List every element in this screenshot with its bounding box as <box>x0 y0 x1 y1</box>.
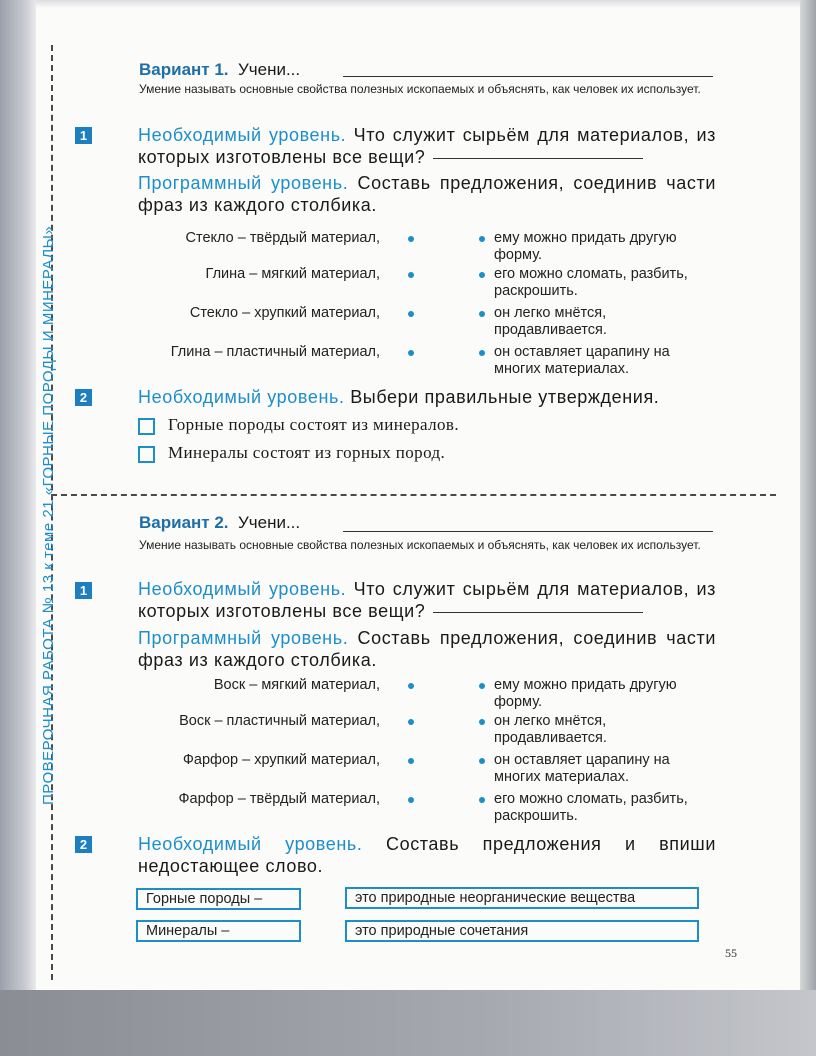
right-dot[interactable] <box>479 350 485 356</box>
right-dot[interactable] <box>479 683 485 689</box>
task-number-badge: 1 <box>75 582 92 599</box>
left-phrase: Стекло – твёрдый материал, <box>185 230 380 246</box>
left-dot[interactable] <box>408 236 414 242</box>
answer-checkbox[interactable] <box>138 418 155 435</box>
task-1-question <box>138 578 716 622</box>
left-dot[interactable] <box>408 272 414 278</box>
page-right-shadow <box>800 0 816 990</box>
statement-text: Минералы состоят из горных пород. <box>168 443 446 462</box>
left-box: Горные породы – <box>136 888 301 910</box>
right-dot[interactable] <box>479 797 485 803</box>
task-2-text: Составь предложения и впиши недостающее слово. <box>138 834 716 876</box>
right-phrase: его можно сломать, разбить, раскрошить. <box>494 791 688 824</box>
page-number: 55 <box>725 946 737 960</box>
answer-line[interactable] <box>433 157 643 159</box>
student-name-line[interactable] <box>343 76 713 77</box>
task-2-question <box>138 386 716 408</box>
right-phrase: ему можно придать другую форму. <box>494 677 677 710</box>
right-phrase: он легко мнётся, продавливается. <box>494 305 607 338</box>
student-name-line[interactable] <box>343 531 713 532</box>
student-label: Учени... <box>237 513 301 532</box>
left-dot[interactable] <box>408 683 414 689</box>
page-top-edge <box>36 0 800 8</box>
left-phrase: Воск – пластичный материал, <box>179 713 380 729</box>
level-label: Необходимый уровень. <box>138 387 345 407</box>
left-dot[interactable] <box>408 350 414 356</box>
answer-line[interactable] <box>433 611 643 613</box>
side-title: ПРОВЕРОЧНАЯ РАБОТА № 13 к теме 21 «ГОРНЫЕ ПОРОДЫ И МИНЕРАЛЫ» <box>40 225 57 805</box>
level-label: Необходимый уровень. <box>138 579 347 599</box>
task-1-program <box>138 172 716 216</box>
left-phrase: Стекло – хрупкий материал, <box>189 305 380 321</box>
left-phrase: Воск – мягкий материал, <box>213 677 380 693</box>
left-dot[interactable] <box>408 719 414 725</box>
left-dot[interactable] <box>408 311 414 317</box>
right-dot[interactable] <box>479 719 485 725</box>
level-label: Необходимый уровень. <box>138 125 347 145</box>
left-box: Минералы – <box>136 920 301 942</box>
task-2-question <box>138 833 716 877</box>
level-label: Программный уровень. <box>138 173 349 193</box>
variant-2-title: Вариант 2. <box>139 513 229 532</box>
right-box: это природные неорганические вещества <box>345 887 699 909</box>
skill-description: Умение называть основные свойства полезных ископаемых и объяснять, как человек их использует. <box>139 538 701 552</box>
left-phrase: Глина – пластичный материал, <box>170 344 380 360</box>
right-dot[interactable] <box>479 272 485 278</box>
level-label: Необходимый уровень. <box>138 834 363 854</box>
binding-shadow <box>0 0 36 990</box>
question-text: Что служит сырьём для материалов, из которых изготовлены все вещи? <box>138 125 716 167</box>
right-phrase: он оставляет царапину на многих материалах. <box>494 344 670 377</box>
right-phrase: его можно сломать, разбить, раскрошить. <box>494 266 688 299</box>
right-phrase: он оставляет царапину на многих материалах. <box>494 752 670 785</box>
task-1-question <box>138 124 716 168</box>
right-dot[interactable] <box>479 311 485 317</box>
task-number-badge: 2 <box>75 836 92 853</box>
left-phrase: Фарфор – хрупкий материал, <box>182 752 380 768</box>
statement-text: Горные породы состоят из минералов. <box>168 415 459 434</box>
task-number-badge: 1 <box>75 127 92 144</box>
left-phrase: Глина – мягкий материал, <box>205 266 380 282</box>
variant-1-title: Вариант 1. <box>139 60 229 79</box>
task-number-badge: 2 <box>75 389 92 406</box>
left-dot[interactable] <box>408 797 414 803</box>
right-phrase: ему можно придать другую форму. <box>494 230 677 263</box>
skill-description: Умение называть основные свойства полезных ископаемых и объяснять, как человек их использует. <box>139 82 701 96</box>
level-label: Программный уровень. <box>138 628 349 648</box>
program-text: Составь предложения, соединив части фраз из каждого столбика. <box>138 628 716 670</box>
left-phrase: Фарфор – твёрдый материал, <box>178 791 380 807</box>
variant-2-header <box>139 513 300 533</box>
horizontal-cut-line <box>51 494 776 496</box>
left-dot[interactable] <box>408 758 414 764</box>
page-bottom-shadow <box>0 990 816 1056</box>
right-dot[interactable] <box>479 758 485 764</box>
task-1-program <box>138 627 716 671</box>
student-label: Учени... <box>237 60 301 79</box>
program-text: Составь предложения, соединив части фраз из каждого столбика. <box>138 173 716 215</box>
right-box: это природные сочетания <box>345 920 699 942</box>
right-dot[interactable] <box>479 236 485 242</box>
answer-checkbox[interactable] <box>138 446 155 463</box>
question-text: Что служит сырьём для материалов, из которых изготовлены все вещи? <box>138 579 716 621</box>
variant-1-header <box>139 60 300 80</box>
right-phrase: он легко мнётся, продавливается. <box>494 713 607 746</box>
task-2-text: Выбери правильные утверждения. <box>350 387 660 407</box>
